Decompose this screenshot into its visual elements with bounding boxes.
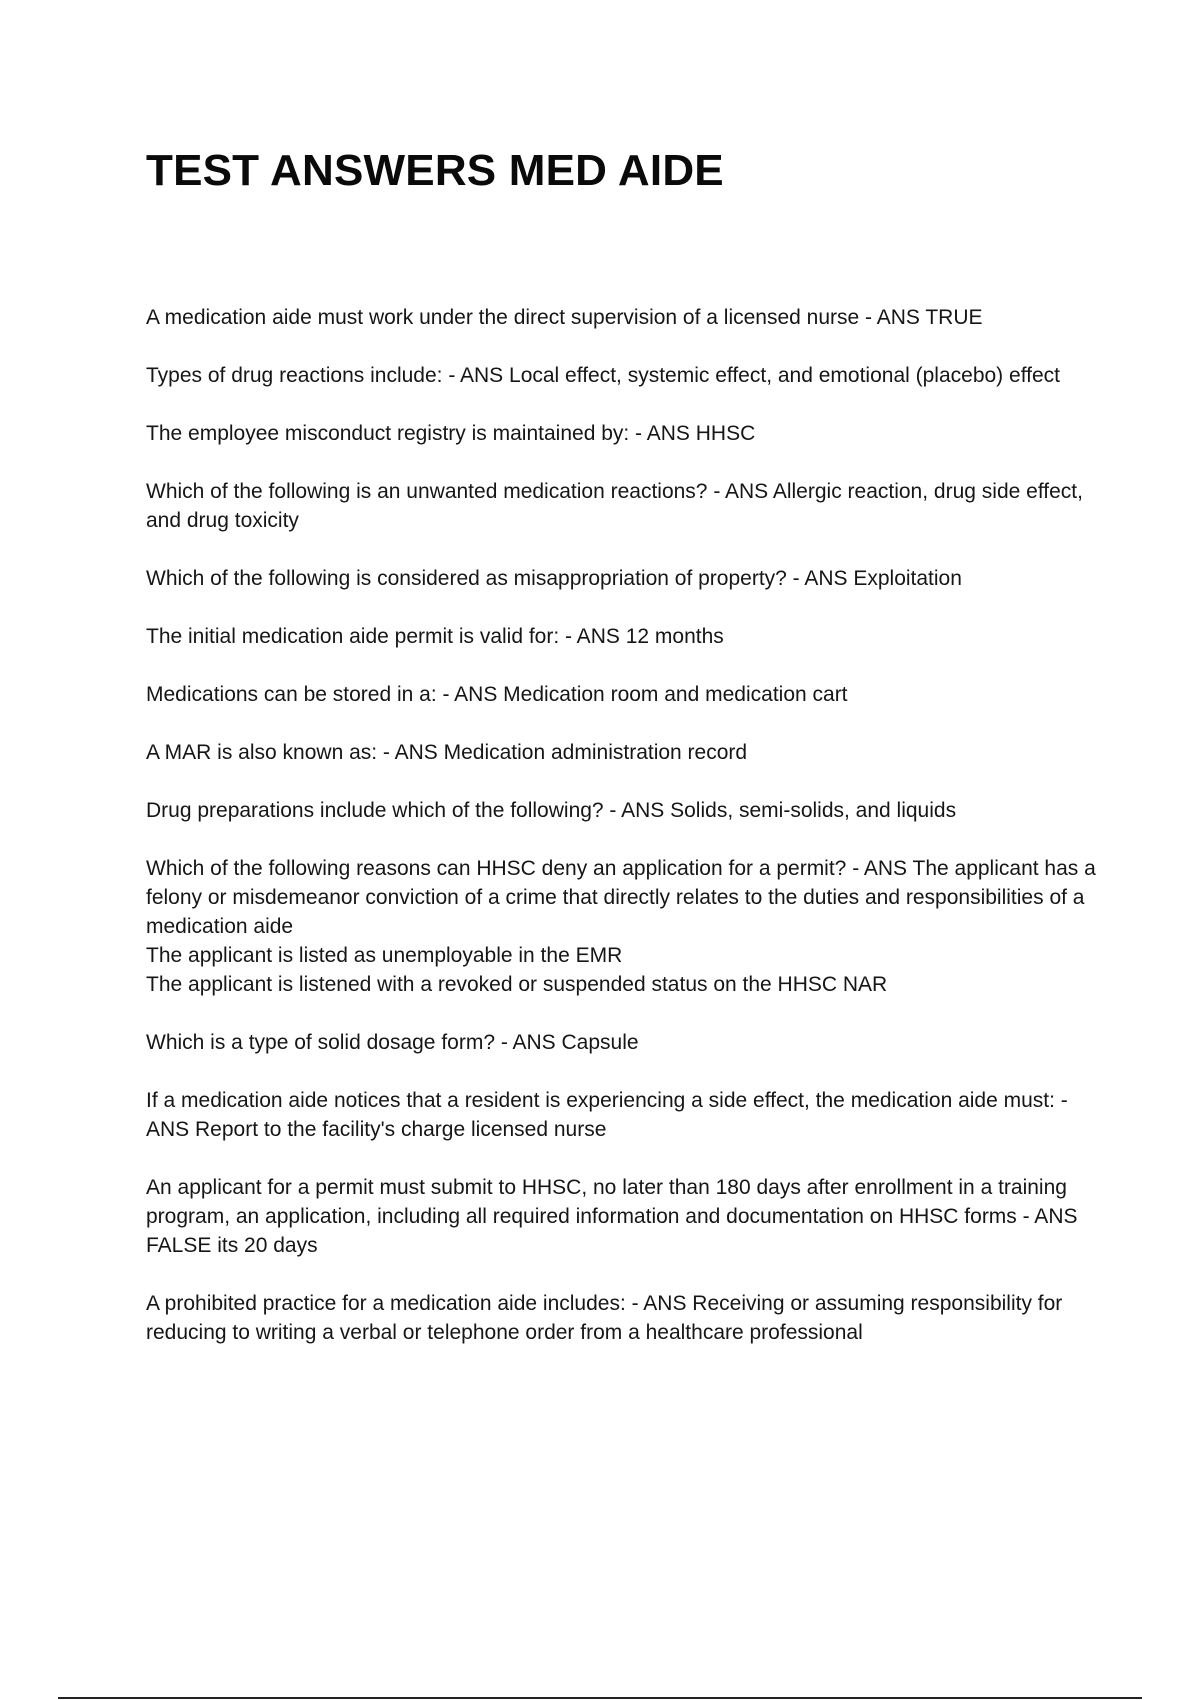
qa-item [146,738,1096,767]
qa-text: Drug preparations include which of the following? - ANS Solids, semi-solids, and liquids [146,799,957,822]
qa-item [146,1028,1096,1057]
qa-item [146,1289,1096,1347]
document-title: TEST ANSWERS MED AIDE [146,146,724,195]
qa-list [146,303,1096,1376]
qa-item [146,680,1096,709]
qa-text: A medication aide must work under the direct supervision of a licensed nurse - ANS TRUE [146,306,983,329]
qa-text: Medications can be stored in a: - ANS Medication room and medication cart [146,683,848,706]
qa-item [146,477,1096,535]
qa-text-line: The applicant is listed as unemployable in the EMR [146,944,623,967]
qa-item [146,419,1096,448]
qa-text: A MAR is also known as: - ANS Medication administration record [146,741,748,764]
qa-text: Types of drug reactions include: - ANS Local effect, systemic effect, and emotional (placebo) effect [146,364,1060,387]
qa-item [146,303,1096,332]
qa-item [146,622,1096,651]
qa-item [146,854,1096,999]
qa-item [146,796,1096,825]
qa-text: A prohibited practice for a medication aide includes: - ANS Receiving or assuming responsibility for reducing to writing a verbal or telephone order from a healthcare professional [146,1292,1063,1344]
qa-text: Which of the following is considered as misappropriation of property? - ANS Exploitation [146,567,962,590]
qa-item [146,1173,1096,1260]
qa-item [146,361,1096,390]
qa-text: The initial medication aide permit is valid for: - ANS 12 months [146,625,724,648]
page-bottom-divider [58,1697,1142,1699]
qa-text-line: The applicant is listened with a revoked or suspended status on the HHSC NAR [146,973,888,996]
qa-text: Which is a type of solid dosage form? - ANS Capsule [146,1031,639,1054]
qa-text: An applicant for a permit must submit to HHSC, no later than 180 days after enrollment in a training program, an application, including all required information and documentation on HHSC forms - ANS FALSE its 20 days [146,1176,1078,1257]
qa-item [146,564,1096,593]
qa-text: Which of the following is an unwanted medication reactions? - ANS Allergic reaction, drug side effect, and drug toxicity [146,480,1083,532]
qa-text: The employee misconduct registry is maintained by: - ANS HHSC [146,422,756,445]
qa-text: Which of the following reasons can HHSC deny an application for a permit? - ANS The applicant has a felony or misdemeanor conviction of a crime that directly relates to the duties and responsibilities of a medication aide [146,857,1096,938]
qa-item [146,1086,1096,1144]
qa-text: If a medication aide notices that a resident is experiencing a side effect, the medication aide must: - ANS Report to the facility's charge licensed nurse [146,1089,1068,1141]
